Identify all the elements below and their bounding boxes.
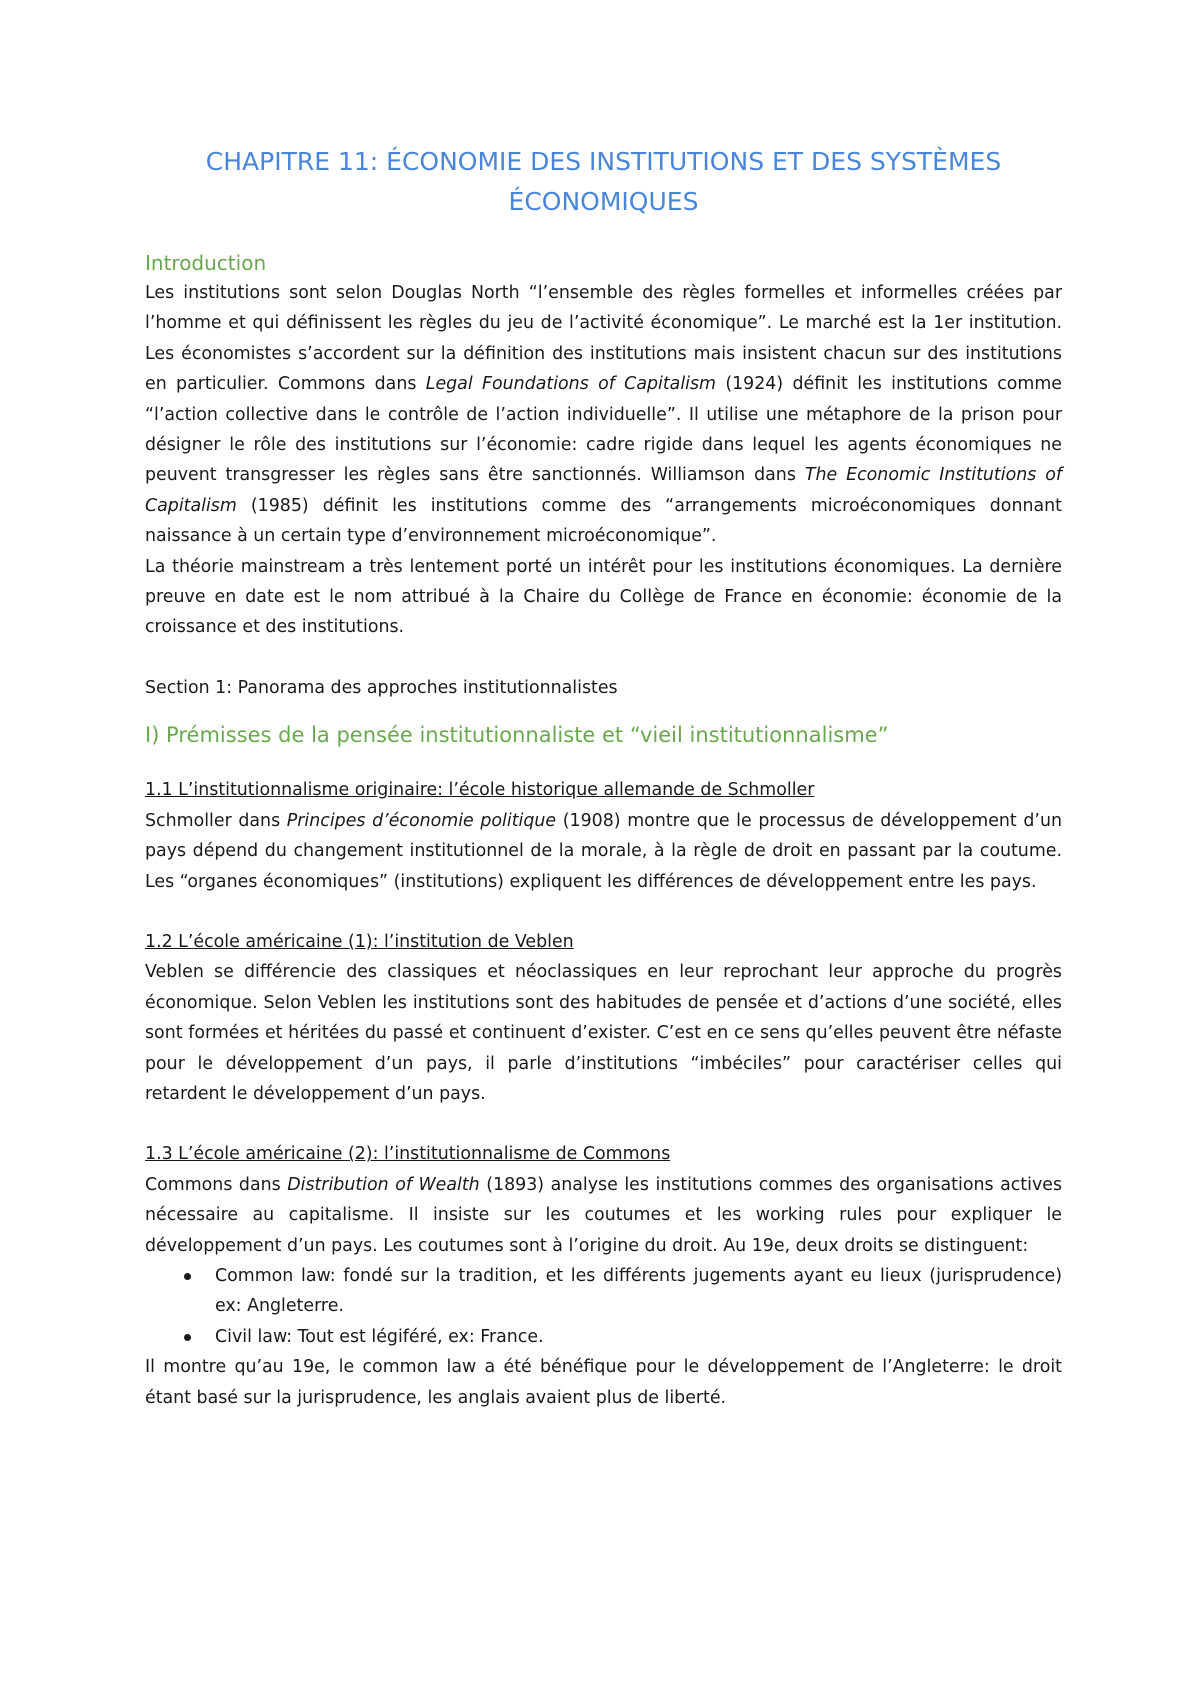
subsection-1-2-paragraph: Veblen se différencie des classiques et néoclassiques en leur reprochant leur approche du progrès économique. Selon Veblen les institutions sont des habitudes de pensée et d’actions d’une société, elles sont formées et héritées du passé et continuent d’exister. C’est en ce sens qu’elles peuvent être néfaste pour le développement d’un pays, il parle d’institutions “imbéciles” pour caractériser celles qui retardent le développement d’un pays. — [145, 962, 1062, 1104]
section-1-label: Section 1: Panorama des approches institutionnalistes — [145, 677, 618, 698]
intro-text-3: (1985) définit les institutions comme des “arrangements microéconomiques donnant naissance à un certain type d’environnement microéconomique”. — [145, 495, 1062, 547]
subsection-1-3-heading: 1.3 L’école américaine (2): l’institutionnalisme de Commons — [145, 1144, 671, 1165]
introduction-heading: Introduction — [145, 251, 267, 275]
s13-book-title: Distribution of Wealth — [287, 1174, 480, 1195]
list-item-text: Civil law: Tout est légiféré, ex: France. — [215, 1326, 544, 1347]
intro-text-2: (1924) définit les institutions comme “l’action collective dans le contrôle de l’action individuelle”. Il utilise une métaphore de la prison pour désigner le rôle des institutions sur l’économie: cadre rigide dans lequel les agents économiques ne peuvent transgresser les règles sans être sanctionnés. Williamson dans — [145, 374, 1063, 486]
s13-text-2: (1893) analyse les institutions commes des organisations actives nécessaire au capitalisme. Il insiste sur les coutumes et les working rules pour expliquer le développement d’un pays. Les coutumes sont à l’origine du droit. Au 19e, deux droits se distinguent: — [145, 1174, 1063, 1256]
spacer — [145, 897, 1062, 927]
subsection-1-3-paragraph — [145, 1170, 1062, 1261]
intro-book-title-2: The Economic Institutions of Capitalism — [145, 465, 1062, 516]
law-types-list — [145, 1261, 1062, 1352]
subsection-1-2-heading: 1.2 L’école américaine (1): l’institution de Veblen — [145, 931, 574, 952]
subsection-1-3-conclusion: Il montre qu’au 19e, le common law a été bénéfique pour le développement de l’Angleterre: le droit étant basé sur la jurisprudence, les anglais avaient plus de liberté. — [145, 1357, 1062, 1408]
bullet-icon — [184, 1273, 191, 1280]
s13-text-1: Commons dans — [145, 1174, 288, 1195]
intro-book-title-1: Legal Foundations of Capitalism — [425, 374, 716, 395]
subsection-1-1-heading: 1.1 L’institutionnalisme originaire: l’école historique allemande de Schmoller — [145, 780, 815, 801]
list-item — [215, 1261, 1062, 1322]
intro-paragraph-1 — [145, 278, 1062, 552]
subsection-1-1-paragraph — [145, 806, 1062, 897]
spacer — [145, 1109, 1062, 1139]
list-item — [215, 1322, 1062, 1352]
bullet-icon — [184, 1334, 191, 1341]
intro-text-1: Les institutions sont selon Douglas North “l’ensemble des règles formelles et informelles créées par l’homme et qui définissent les règles du jeu de l’activité économique”. Le marché est la 1er institution. Les économistes s’accordent sur la définition des institutions mais insistent chacun sur des institutions en particulier. Commons dans — [145, 283, 1062, 395]
spacer — [145, 643, 1062, 673]
s11-text-1: Schmoller dans — [145, 810, 287, 831]
chapter-title: CHAPITRE 11: ÉCONOMIE DES INSTITUTIONS ET DES SYSTÈMES ÉCONOMIQUES — [205, 147, 1002, 216]
s11-text-2: (1908) montre que le processus de développement d’un pays dépend du changement institutionnel de la morale, à la règle de droit en passant par la coutume. Les “organes économiques” (institutions) expliquent les différences de développement entre les pays. — [145, 810, 1063, 892]
intro-paragraph-2: La théorie mainstream a très lentement porté un intérêt pour les institutions économiques. La dernière preuve en date est le nom attribué à la Chaire du Collège de France en économie: économie de la croissance et des institutions. — [145, 556, 1062, 638]
s11-book-title: Principes d’économie politique — [286, 810, 557, 831]
part-1-heading: I) Prémisses de la pensée institutionnaliste et “vieil institutionnalisme” — [145, 723, 889, 748]
list-item-text: Common law: fondé sur la tradition, et les différents jugements ayant eu lieux (jurisprudence) ex: Angleterre. — [215, 1265, 1062, 1317]
